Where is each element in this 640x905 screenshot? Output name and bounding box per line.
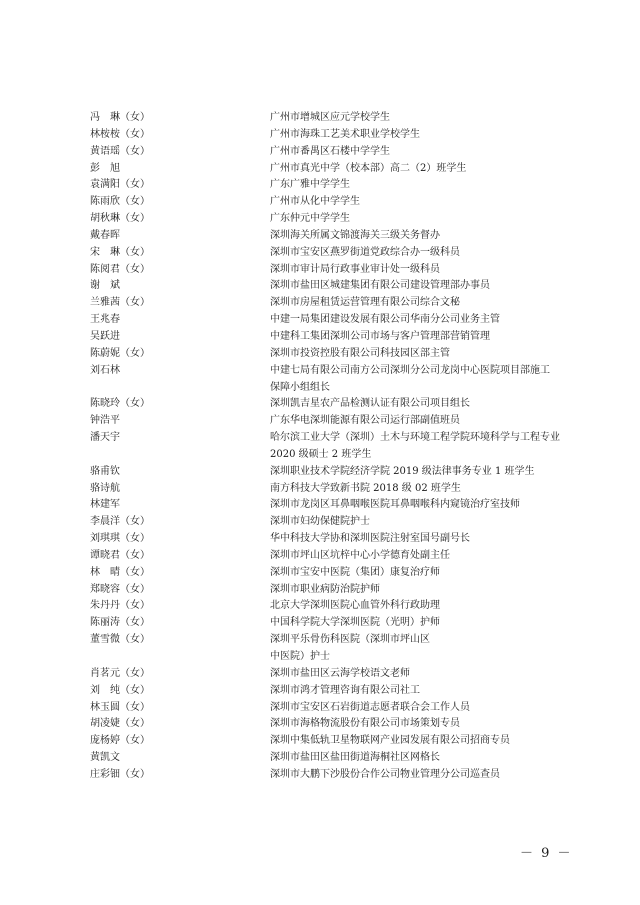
person-affiliation	[270, 211, 570, 228]
person-affiliation	[270, 683, 570, 700]
person-affiliation	[270, 245, 570, 262]
person-name: 胡秋琳（女）	[90, 213, 150, 225]
list-item	[0, 716, 640, 733]
person-affiliation	[270, 666, 570, 683]
affiliation-line: 深圳市坪山区坑梓中心小学德育处副主任	[270, 549, 450, 561]
list-item	[0, 582, 640, 599]
list-item	[0, 413, 640, 430]
person-affiliation	[270, 363, 570, 397]
affiliation-line: 深圳市大鹏下沙股份合作公司物业管理分公司巡查员	[270, 768, 500, 780]
person-name: 林桉桉（女）	[90, 128, 150, 140]
page-number: － 9 －	[520, 846, 573, 861]
person-affiliation	[270, 497, 570, 514]
person-name: 陈雨欣（女）	[90, 196, 150, 208]
list-item	[0, 531, 640, 548]
affiliation-line: 广州市番禺区石楼中学学生	[270, 145, 390, 157]
person-affiliation	[270, 228, 570, 245]
list-item	[0, 161, 640, 178]
list-item	[0, 464, 640, 481]
person-affiliation	[270, 329, 570, 346]
list-item	[0, 245, 640, 262]
person-affiliation	[270, 177, 570, 194]
person-name: 兰雅茜（女）	[90, 297, 150, 309]
list-item	[0, 565, 640, 582]
list-item	[0, 194, 640, 211]
affiliation-line: 中建七局有限公司南方公司深圳分公司龙岗中心医院项目部施工	[270, 364, 550, 376]
list-item	[0, 683, 640, 700]
list-item	[0, 750, 640, 767]
person-affiliation	[270, 295, 570, 312]
affiliation-line: 中建科工集团深圳公司市场与客户管理部营销管理	[270, 330, 490, 342]
person-affiliation	[270, 396, 570, 413]
list-item	[0, 767, 640, 784]
person-name: 钟浩平	[90, 415, 120, 427]
list-item	[0, 733, 640, 750]
person-affiliation	[270, 615, 570, 632]
affiliation-line: 深圳市妇幼保健院护士	[270, 516, 370, 528]
person-affiliation	[270, 767, 570, 784]
list-item	[0, 329, 640, 346]
person-name: 刘石林	[90, 364, 120, 376]
affiliation-line: 深圳市宝安区石岩街道志愿者联合会工作人员	[270, 701, 470, 713]
affiliation-line: 深圳市审计局行政事业审计处一级科员	[270, 263, 440, 275]
person-name: 彭 旭	[90, 162, 120, 174]
person-name: 谢 斌	[90, 280, 120, 292]
person-name: 林 晴（女）	[90, 566, 150, 578]
affiliation-line: 深圳市宝安区燕罗街道党政综合办一级科员	[270, 246, 460, 258]
person-affiliation	[270, 582, 570, 599]
affiliation-line: 深圳市盐田区云海学校语文老师	[270, 667, 410, 679]
list-item	[0, 632, 640, 666]
person-name: 冯 琳（女）	[90, 112, 150, 123]
person-affiliation	[270, 127, 570, 144]
list-item	[0, 312, 640, 329]
list-item	[0, 262, 640, 279]
list-item	[0, 228, 640, 245]
affiliation-line: 南方科技大学致新书院 2018 级 02 班学生	[270, 482, 461, 494]
affiliation-line: 保障小组组长	[270, 381, 330, 393]
person-affiliation	[270, 565, 570, 582]
list-item	[0, 615, 640, 632]
person-name: 李晨洋（女）	[90, 516, 150, 528]
affiliation-line: 中医院）护士	[270, 651, 330, 662]
person-name: 吴跃进	[90, 330, 120, 342]
affiliation-line: 广东华电深圳能源有限公司运行部副值班员	[270, 415, 460, 427]
person-affiliation	[270, 700, 570, 717]
person-affiliation	[270, 464, 570, 481]
affiliation-line: 广州市真光中学（校本部）高二（2）班学生	[270, 162, 467, 174]
person-name: 林建军	[90, 499, 120, 511]
person-name: 陈阅君（女）	[90, 263, 150, 275]
person-name: 庄彩钿（女）	[90, 768, 150, 780]
affiliation-line: 深圳市宝安中医院（集团）康复治疗师	[270, 566, 440, 578]
person-affiliation	[270, 531, 570, 548]
list-item	[0, 700, 640, 717]
list-item	[0, 514, 640, 531]
person-name: 骆甫钦	[90, 465, 120, 477]
affiliation-line: 深圳市盐田区盐田街道海桐社区网格长	[270, 752, 440, 764]
affiliation-line: 深圳平乐骨伤科医院（深圳市坪山区	[270, 634, 430, 646]
person-affiliation	[270, 144, 570, 161]
person-affiliation	[270, 481, 570, 498]
person-affiliation	[270, 733, 570, 750]
person-name: 王兆春	[90, 314, 120, 326]
person-name: 袁满阳（女）	[90, 179, 150, 191]
person-affiliation	[270, 194, 570, 211]
affiliation-line: 广州市从化中学学生	[270, 196, 360, 208]
affiliation-line: 广东广雅中学学生	[270, 179, 350, 191]
affiliation-line: 广州市增城区应元学校学生	[270, 112, 390, 123]
affiliation-line: 深圳中集低轨卫星物联网产业园发展有限公司招商专员	[270, 735, 510, 747]
person-affiliation	[270, 514, 570, 531]
affiliation-line: 2020 级硕士 2 班学生	[270, 448, 372, 460]
person-name: 戴春晖	[90, 229, 120, 241]
affiliation-line: 深圳凯吉星农产品检测认证有限公司项目组长	[270, 398, 470, 410]
person-name: 黄语瑶（女）	[90, 145, 150, 157]
person-affiliation	[270, 598, 570, 615]
person-affiliation	[270, 413, 570, 430]
person-name: 陈丽涛（女）	[90, 617, 150, 629]
affiliation-line: 深圳市房屋租赁运营管理有限公司综合文秘	[270, 297, 460, 309]
affiliation-line: 深圳市职业病防治院护师	[270, 583, 380, 595]
affiliation-line: 哈尔滨工业大学（深圳）土木与环境工程学院环境科学与工程专业	[270, 432, 560, 444]
affiliation-line: 北京大学深圳医院心血管外科行政助理	[270, 600, 440, 612]
affiliation-line: 深圳市鸿才管理咨询有限公司社工	[270, 684, 420, 696]
list-item	[0, 177, 640, 194]
list-item	[0, 295, 640, 312]
person-affiliation	[270, 110, 570, 127]
affiliation-line: 深圳职业技术学院经济学院 2019 级法律事务专业 1 班学生	[270, 465, 535, 477]
affiliation-line: 华中科技大学协和深圳医院注射室国号副号长	[270, 533, 470, 545]
affiliation-line: 深圳海关所属文锦渡海关三级关务督办	[270, 229, 440, 241]
person-affiliation	[270, 161, 570, 178]
affiliation-line: 深圳市投资控股有限公司科技园区部主管	[270, 347, 450, 359]
list-item	[0, 497, 640, 514]
list-item	[0, 144, 640, 161]
affiliation-line: 广东仲元中学学生	[270, 213, 350, 225]
person-affiliation	[270, 346, 570, 363]
honoree-list	[0, 110, 640, 784]
list-item	[0, 211, 640, 228]
person-affiliation	[270, 262, 570, 279]
person-affiliation	[270, 750, 570, 767]
list-item	[0, 481, 640, 498]
affiliation-line: 深圳市海格物流股份有限公司市场策划专员	[270, 718, 460, 730]
person-name: 董雪微（女）	[90, 634, 150, 646]
list-item	[0, 666, 640, 683]
affiliation-line: 广州市海珠工艺美术职业学校学生	[270, 128, 420, 140]
person-affiliation	[270, 716, 570, 733]
person-name: 刘 纯（女）	[90, 684, 150, 696]
person-name: 骆诗航	[90, 482, 120, 494]
affiliation-line: 深圳市盐田区城建集团有限公司建设管理部办事员	[270, 280, 490, 292]
person-affiliation	[270, 548, 570, 565]
list-item	[0, 127, 640, 144]
list-item	[0, 278, 640, 295]
person-name: 谭晓君（女）	[90, 549, 150, 561]
person-name: 黄凯文	[90, 752, 120, 764]
person-name: 林玉圆（女）	[90, 701, 150, 713]
list-item	[0, 430, 640, 464]
affiliation-line: 深圳市龙岗区耳鼻咽喉医院耳鼻咽喉科内窥镜治疗室技师	[270, 499, 520, 511]
person-name: 胡凌婕（女）	[90, 718, 150, 730]
list-item	[0, 346, 640, 363]
person-name: 朱丹丹（女）	[90, 600, 150, 612]
person-affiliation	[270, 430, 570, 464]
person-affiliation	[270, 312, 570, 329]
person-name: 郑晓容（女）	[90, 583, 150, 595]
person-name: 潘天宇	[90, 432, 120, 444]
list-item	[0, 363, 640, 397]
person-name: 刘琪琪（女）	[90, 533, 150, 545]
list-item	[0, 396, 640, 413]
affiliation-line: 中建一局集团建设发展有限公司华南分公司业务主管	[270, 314, 500, 326]
person-name: 肖茗元（女）	[90, 667, 150, 679]
affiliation-line: 中国科学院大学深圳医院（光明）护师	[270, 617, 440, 629]
person-affiliation	[270, 278, 570, 295]
person-name: 庞杨婷（女）	[90, 735, 150, 747]
list-item	[0, 110, 640, 127]
person-name: 陈晓玲（女）	[90, 398, 150, 410]
person-affiliation	[270, 632, 570, 666]
person-name: 陈蔚妮（女）	[90, 347, 150, 359]
person-name: 宋 琳（女）	[90, 246, 150, 258]
list-item	[0, 598, 640, 615]
list-item	[0, 548, 640, 565]
